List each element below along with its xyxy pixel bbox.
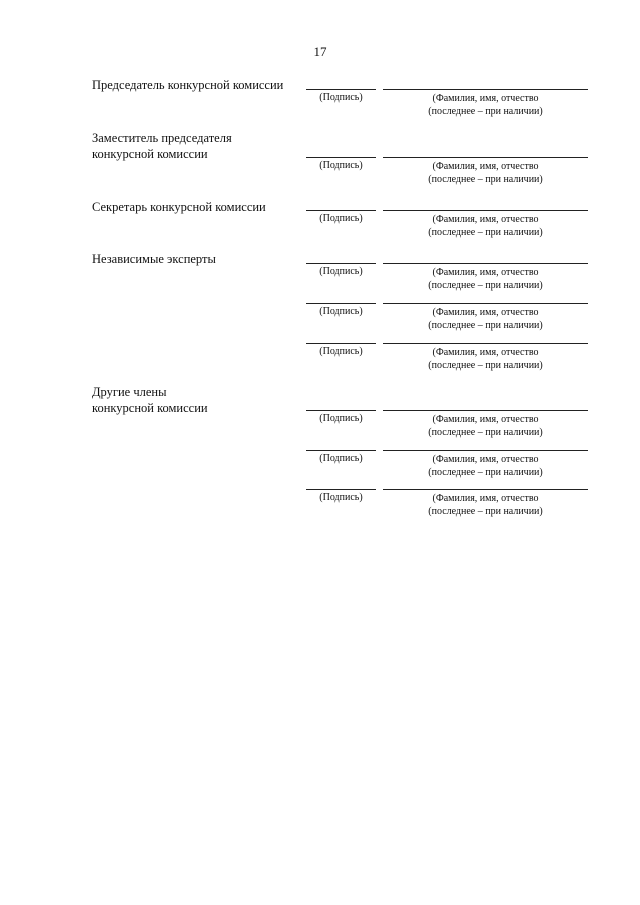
signature-line[interactable] xyxy=(306,489,376,490)
signature-line[interactable] xyxy=(306,410,376,411)
name-line[interactable] xyxy=(383,303,588,304)
signature-row-secretary xyxy=(0,210,640,250)
section-label-independent-experts: Независимые эксперты xyxy=(92,252,216,266)
name-caption xyxy=(383,213,588,239)
name-caption-line1: (Фамилия, имя, отчество xyxy=(432,267,539,278)
name-caption-line1: (Фамилия, имя, отчество xyxy=(432,161,539,172)
name-caption xyxy=(383,306,588,332)
section-label-deputy-chairman: Заместитель председателя конкурсной комиссии xyxy=(92,131,232,161)
signature-line[interactable] xyxy=(306,303,376,304)
signature-row-expert-3 xyxy=(0,343,640,383)
signature-row-chairman xyxy=(0,89,640,129)
name-line[interactable] xyxy=(383,210,588,211)
signature-row-member-2 xyxy=(0,450,640,490)
signature-line[interactable] xyxy=(306,210,376,211)
signature-caption: (Подпись) xyxy=(319,92,363,103)
signature-row-expert-1 xyxy=(0,263,640,303)
signature-line[interactable] xyxy=(306,89,376,90)
signature-row-deputy-chairman xyxy=(0,157,640,197)
section-label-chairman: Председатель конкурсной комиссии xyxy=(92,78,284,92)
name-line[interactable] xyxy=(383,263,588,264)
name-line[interactable] xyxy=(383,489,588,490)
section-label-secretary: Секретарь конкурсной комиссии xyxy=(92,200,266,214)
signature-line[interactable] xyxy=(306,450,376,451)
name-caption-line2: (последнее – при наличии) xyxy=(428,280,543,291)
signature-line[interactable] xyxy=(306,343,376,344)
name-caption-line1: (Фамилия, имя, отчество xyxy=(432,214,539,225)
name-caption-line1: (Фамилия, имя, отчество xyxy=(432,493,539,504)
name-line[interactable] xyxy=(383,410,588,411)
name-caption-line2: (последнее – при наличии) xyxy=(428,467,543,478)
name-caption xyxy=(383,492,588,518)
signature-caption: (Подпись) xyxy=(319,413,363,424)
name-caption-line2: (последнее – при наличии) xyxy=(428,227,543,238)
signature-line[interactable] xyxy=(306,263,376,264)
name-line[interactable] xyxy=(383,89,588,90)
name-line[interactable] xyxy=(383,450,588,451)
signature-row-member-1 xyxy=(0,410,640,450)
signature-row-expert-2 xyxy=(0,303,640,343)
name-caption xyxy=(383,453,588,479)
section-label-other-members: Другие члены конкурсной комиссии xyxy=(92,385,208,415)
name-caption xyxy=(383,346,588,372)
signature-caption: (Подпись) xyxy=(319,306,363,317)
name-caption xyxy=(383,413,588,439)
name-caption xyxy=(383,266,588,292)
signature-caption: (Подпись) xyxy=(319,492,363,503)
signature-caption: (Подпись) xyxy=(319,266,363,277)
name-caption-line1: (Фамилия, имя, отчество xyxy=(432,93,539,104)
signature-caption: (Подпись) xyxy=(319,453,363,464)
name-line[interactable] xyxy=(383,157,588,158)
signature-caption: (Подпись) xyxy=(319,213,363,224)
name-caption xyxy=(383,92,588,118)
page-number: 17 xyxy=(313,44,327,59)
name-caption-line2: (последнее – при наличии) xyxy=(428,106,543,117)
name-caption-line2: (последнее – при наличии) xyxy=(428,320,543,331)
signature-line[interactable] xyxy=(306,157,376,158)
name-caption-line1: (Фамилия, имя, отчество xyxy=(432,454,539,465)
name-caption-line2: (последнее – при наличии) xyxy=(428,174,543,185)
name-caption-line1: (Фамилия, имя, отчество xyxy=(432,347,539,358)
name-caption-line1: (Фамилия, имя, отчество xyxy=(432,307,539,318)
name-caption-line2: (последнее – при наличии) xyxy=(428,360,543,371)
name-caption-line2: (последнее – при наличии) xyxy=(428,506,543,517)
signature-caption: (Подпись) xyxy=(319,160,363,171)
name-caption-line1: (Фамилия, имя, отчество xyxy=(432,414,539,425)
name-caption-line2: (последнее – при наличии) xyxy=(428,427,543,438)
signature-caption: (Подпись) xyxy=(319,346,363,357)
name-line[interactable] xyxy=(383,343,588,344)
signature-row-member-3 xyxy=(0,489,640,529)
name-caption xyxy=(383,160,588,186)
